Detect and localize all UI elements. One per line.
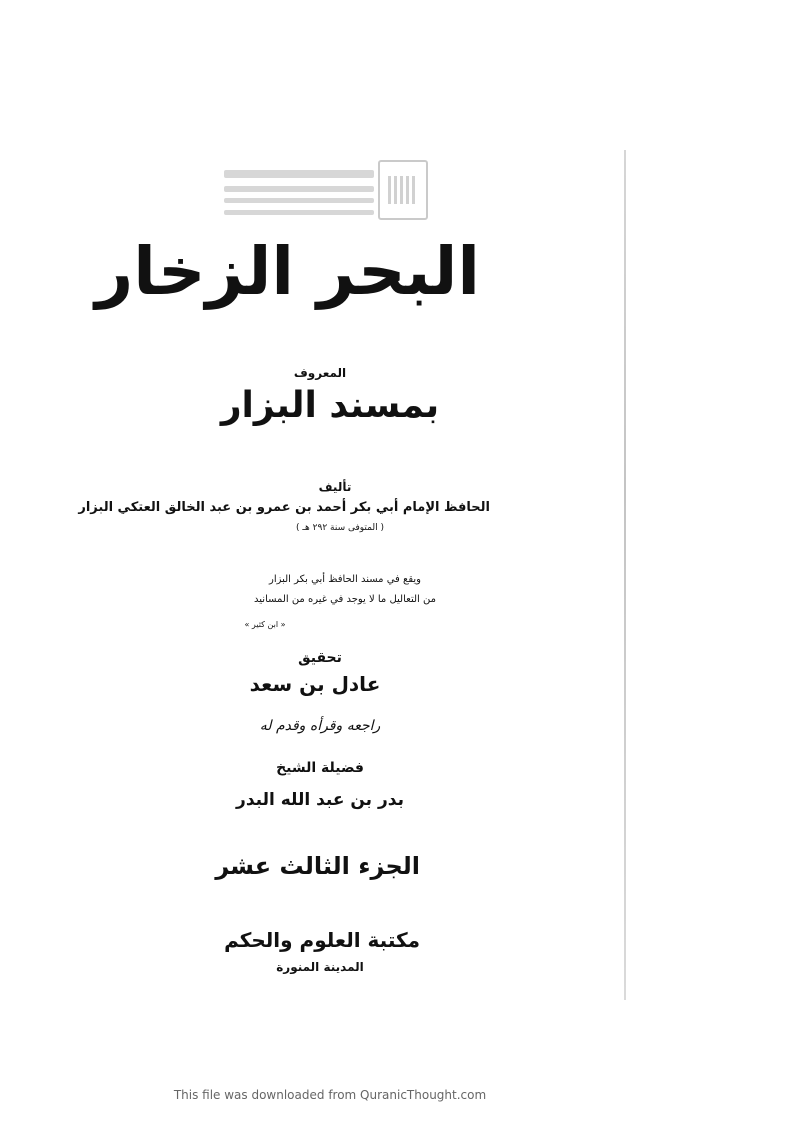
page-edge-shadow [624,150,626,1000]
download-footer: This file was downloaded from QuranicThought.com [173,1088,487,1102]
investigation-label: تحقيق [298,650,342,666]
library-stamp [188,160,426,232]
reviewer-name: بدر بن عبد الله البدر [236,790,404,810]
volume-label: الجزء الثالث عشر [215,852,420,880]
book-title: البحر الزخار [95,233,480,310]
quote-attribution: « ابن كثير » [244,620,286,629]
quote-line-2: من التعاليل ما لا يوجد في غيره من المسانيد [254,594,436,605]
reviewed-by-label: راجعه وقرأه وقدم له [259,718,381,734]
publisher-name: مكتبة العلوم والحكم [224,928,420,952]
known-as-label: المعروف [293,366,347,380]
publisher-city: المدينة المنورة [276,960,364,974]
authored-by-label: تأليف [318,480,352,494]
investigator-name: عادل بن سعد [249,672,381,696]
quote-line-1: ويقع في مسند الحافظ أبي بكر البزار [268,574,421,585]
book-subtitle: بمسند البزار [220,385,440,426]
author-death-date: ( المتوفى سنة ٢٩٢ هـ ) [296,523,384,533]
eminence-label: فضيلة الشيخ [276,760,364,776]
author-name: الحافظ الإمام أبي بكر أحمد بن عمرو بن عبد الخالق العتكي البزار [78,500,490,515]
stamp-emblem-icon [378,160,428,220]
